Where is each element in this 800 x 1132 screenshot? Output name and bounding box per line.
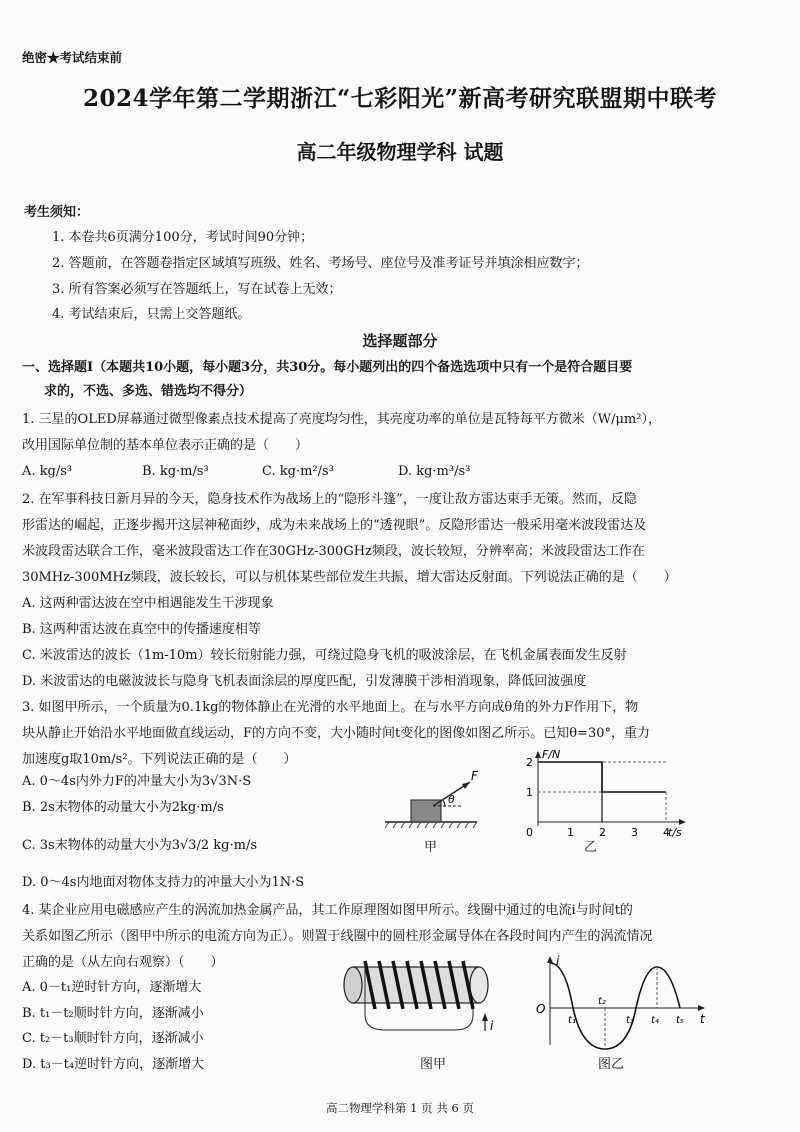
x-tick-label: 1: [567, 826, 574, 839]
q3-option-d: D. 0～4s内地面对物体支持力的冲量大小为1N·S: [22, 875, 305, 890]
q3-option-b: B. 2s末物体的动量大小为2kg·m/s: [22, 800, 224, 815]
q2-option-a: A. 这两种雷达波在空中相遇能发生干涉现象: [22, 596, 274, 611]
section-instructions-cont: 求的，不选、多选、错选均不得分）: [44, 384, 253, 399]
q4-stem: 关系如图乙所示（图甲中所示的电流方向为正）。则置于线圈中的圆柱形金属导体在各段时间内产生的涡流情况: [22, 929, 653, 944]
notice-heading: 考生须知：: [24, 205, 90, 220]
q2-option-d: D. 米波雷达的电磁波波长与隐身飞机表面涂层的厚度匹配，引发薄膜干涉相消现象，降低回波强度: [22, 674, 587, 689]
t5-label: t₅: [676, 1015, 684, 1026]
t3-label: t₃: [626, 1015, 634, 1026]
q2-option-b: B. 这两种雷达波在真空中的传播速度相等: [22, 622, 261, 637]
q1-stem: 1. 三星的OLED屏幕通过微型像素点技术提高了亮度均匀性，其亮度功率的单位是瓦特每平方微米（W/μm²），: [22, 412, 661, 427]
force-label: F: [471, 769, 478, 783]
page-footer: 高二物理学科第 1 页 共 6 页: [326, 1101, 474, 1115]
t4-label: t₄: [651, 1015, 659, 1026]
q2-stem: 2. 在军事科技日新月异的今天，隐身技术作为战场上的“隐形斗篷”，一度让敌方雷达束手无策。然而，反隐: [22, 492, 637, 507]
origin-label: O: [536, 1002, 546, 1016]
q2-stem: 米波段雷达联合工作，毫米波段雷达工作在30GHz-300GHz频段，波长较短，分辨率高；米波段雷达工作在: [22, 544, 645, 559]
q3-stem: 块从静止开始沿水平地面做直线运动，F的方向不变，大小随时间t变化的图像如图乙所示。已知θ=30°，重力: [22, 726, 651, 741]
x-tick-label: 2: [599, 826, 606, 839]
q4-fig-jia-caption: 图甲: [420, 1057, 447, 1072]
q3-fig-yi-caption: 乙: [584, 840, 598, 855]
q4-coil-figure: [335, 955, 505, 1050]
q3-fig-jia-caption: 甲: [424, 840, 438, 855]
q2-option-c: C. 米波雷达的波长（1m-10m）较长衍射能力强，可绕过隐身飞机的吸波涂层，在飞机金属表面发生反射: [22, 648, 627, 663]
q4-option-a: A. 0－t₁逆时针方向，逐渐增大: [22, 980, 202, 995]
current-label: i: [490, 1019, 494, 1033]
q1-option-c: C. kg·m²/s³: [262, 464, 334, 479]
x-axis-arrow: [679, 819, 686, 825]
x-tick-label: 4: [663, 826, 670, 839]
t1-label: t₁: [568, 1015, 576, 1026]
y-tick-label: 2: [526, 756, 533, 769]
q4-stem: 正确的是（从左向右观察）（ ）: [22, 955, 224, 970]
q1-option-b: B. kg·m/s³: [142, 464, 209, 479]
q4-current-graph: [530, 953, 710, 1053]
q4-option-b: B. t₁－t₂顺时针方向，逐渐减小: [22, 1006, 204, 1021]
q4-option-c: C. t₂－t₃顺时针方向，逐渐减小: [22, 1031, 204, 1046]
section-title: 选择题部分: [362, 332, 438, 350]
notice-item: 3. 所有答案必须写在答题纸上，写在试卷上无效；: [52, 282, 342, 297]
y-axis-label: F/N: [542, 748, 561, 761]
q4-stem: 4. 某企业应用电磁感应产生的涡流加热金属产品，其工作原理图如图甲所示。线圈中通过的电流i与时间t的: [22, 903, 633, 918]
q1-stem-cont: 改用国际单位制的基本单位表示正确的是（ ）: [22, 438, 309, 453]
q3-stem: 加速度g取10m/s²。下列说法正确的是（ ）: [22, 752, 297, 767]
q3-force-time-chart: [520, 746, 690, 856]
angle-label: θ: [448, 793, 455, 806]
secret-label: 绝密★考试结束前: [22, 50, 123, 65]
notice-item: 2. 答题前，在答题卷指定区域填写班级、姓名、考场号、座位号及准考证号并填涂相应数字；: [52, 256, 589, 271]
q1-option-a: A. kg/s³: [22, 464, 73, 479]
y-tick-label: 1: [526, 786, 533, 799]
x-axis-label: t/s: [668, 826, 682, 839]
section-instructions: 一、选择题Ⅰ（本题共10小题，每小题3分，共30分。每小题列出的四个备选选项中只有一个是符合题目要: [22, 360, 633, 375]
q2-stem: 30MHz-300MHz频段，波长较长，可以与机体某些部位发生共振，增大雷达反射面。下列说法正确的是（ ）: [22, 570, 677, 585]
exam-subtitle: 高二年级物理学科 试题: [296, 140, 504, 164]
t2-label: t₂: [598, 996, 606, 1007]
q4-option-d: D. t₃－t₄逆时针方向，逐渐增大: [22, 1057, 205, 1072]
q3-option-c: C. 3s末物体的动量大小为3√3/2 kg·m/s: [22, 838, 258, 853]
q2-stem: 形雷达的崛起，正逐步揭开这层神秘面纱，成为未来战场上的“透视眼”。反隐形雷达一般采用毫米波段雷达及: [22, 518, 647, 533]
q4-fig-yi-caption: 图乙: [598, 1057, 625, 1072]
notice-item: 4. 考试结束后，只需上交答题纸。: [52, 307, 251, 322]
q1-option-d: D. kg·m³/s³: [398, 464, 471, 479]
axis-i-label: i: [556, 954, 560, 968]
x-tick-label: 3: [631, 826, 638, 839]
axis-t-label: t: [700, 1012, 705, 1026]
q3-option-a: A. 0～4s内外力F的冲量大小为3√3N·S: [22, 774, 252, 789]
notice-item: 1. 本卷共6页满分100分，考试时间90分钟；: [52, 230, 314, 245]
origin-label: 0: [526, 826, 533, 839]
y-axis-arrow: [535, 751, 541, 758]
q3-stem: 3. 如图甲所示，一个质量为0.1kg的物体静止在光滑的水平地面上。在与水平方向成θ角的外力F作用下，物: [22, 700, 639, 715]
exam-title: 2024学年第二学期浙江“七彩阳光”新高考研究联盟期中联考: [83, 85, 717, 112]
